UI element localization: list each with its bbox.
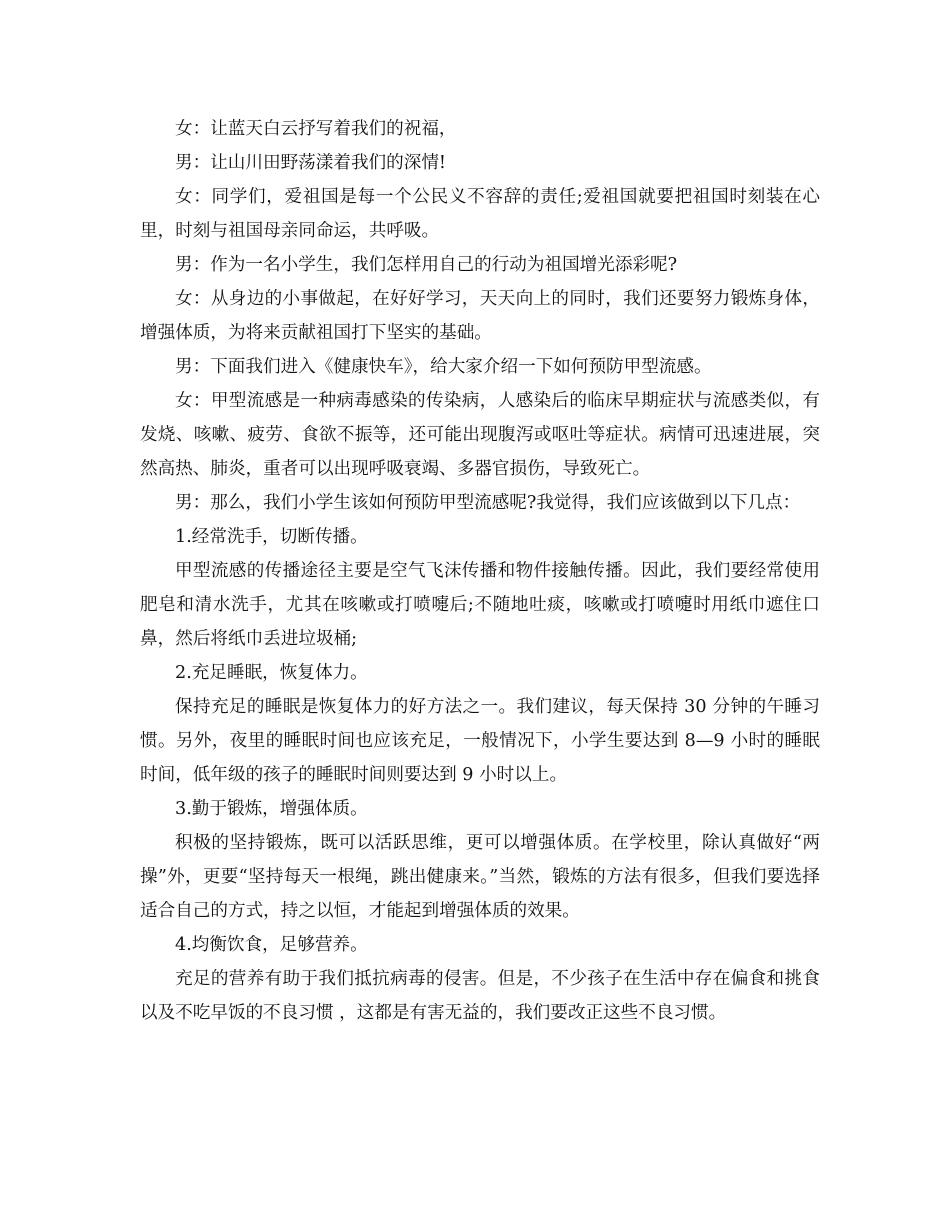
dialogue-line: 男：让山川田野荡漾着我们的深情!: [175, 153, 446, 173]
dialogue-line: 女：让蓝天白云抒写着我们的祝福，: [175, 119, 457, 139]
dialogue-line: 男：那么，我们小学生该如何预防甲型流感呢?我觉得，我们应该做到以下几点：: [175, 493, 801, 513]
document-body: [140, 112, 820, 1030]
dialogue-line: 女：从身边的小事做起，在好好学习，天天向上的同时，我们还要努力锻炼身体，增强体质，为将来贡献祖国打下坚实的基础。: [140, 289, 820, 343]
section-heading: 3.勤于锻炼，增强体质。: [175, 799, 368, 819]
dialogue-line: 女：甲型流感是一种病毒感染的传染病，人感染后的临床早期症状与流感类似，有发烧、咳嗽、疲劳、食欲不振等，还可能出现腹泻或呕吐等症状。病情可迅速进展，突然高热、肺炎，重者可以出现呼吸衰竭、多器官损伤，导致死亡。: [140, 391, 820, 479]
dialogue-line: 男：下面我们进入《健康快车》，给大家介绍一下如何预防甲型流感。: [175, 357, 712, 377]
dialogue-line: 女：同学们，爱祖国是每一个公民义不容辞的责任;爱祖国就要把祖国时刻装在心里，时刻与祖国母亲同命运，共呼吸。: [140, 187, 820, 241]
body-paragraph: 充足的营养有助于我们抵抗病毒的侵害。但是，不少孩子在生活中存在偏食和挑食以及不吃早饭的不良习惯 ，这都是有害无益的，我们要改正这些不良习惯。: [140, 969, 820, 1023]
body-paragraph: 积极的坚持锻炼，既可以活跃思维，更可以增强体质。在学校里，除认真做好“两操”外，更要“坚持每天一根绳，跳出健康来。”当然，锻炼的方法有很多，但我们要选择适合自己的方式，持之以恒，才能起到增强体质的效果。: [140, 833, 820, 921]
body-paragraph: 甲型流感的传播途径主要是空气飞沫传播和物件接触传播。因此，我们要经常使用肥皂和清水洗手，尤其在咳嗽或打喷嚏后;不随地吐痰，咳嗽或打喷嚏时用纸巾遮住口鼻，然后将纸巾丢进垃圾桶;: [140, 561, 820, 649]
section-heading: 4.均衡饮食，足够营养。: [175, 935, 368, 955]
body-paragraph: 保持充足的睡眠是恢复体力的好方法之一。我们建议，每天保持 30 分钟的午睡习惯。另外，夜里的睡眠时间也应该充足，一般情况下，小学生要达到 8—9 小时的睡眠时间，低年级的孩子的睡眠时间则要达到 9 小时以上。: [140, 697, 820, 785]
dialogue-line: 男：作为一名小学生，我们怎样用自己的行动为祖国增光添彩呢?: [175, 255, 678, 275]
section-heading: 2.充足睡眠，恢复体力。: [175, 663, 368, 683]
section-heading: 1.经常洗手，切断传播。: [175, 527, 368, 547]
